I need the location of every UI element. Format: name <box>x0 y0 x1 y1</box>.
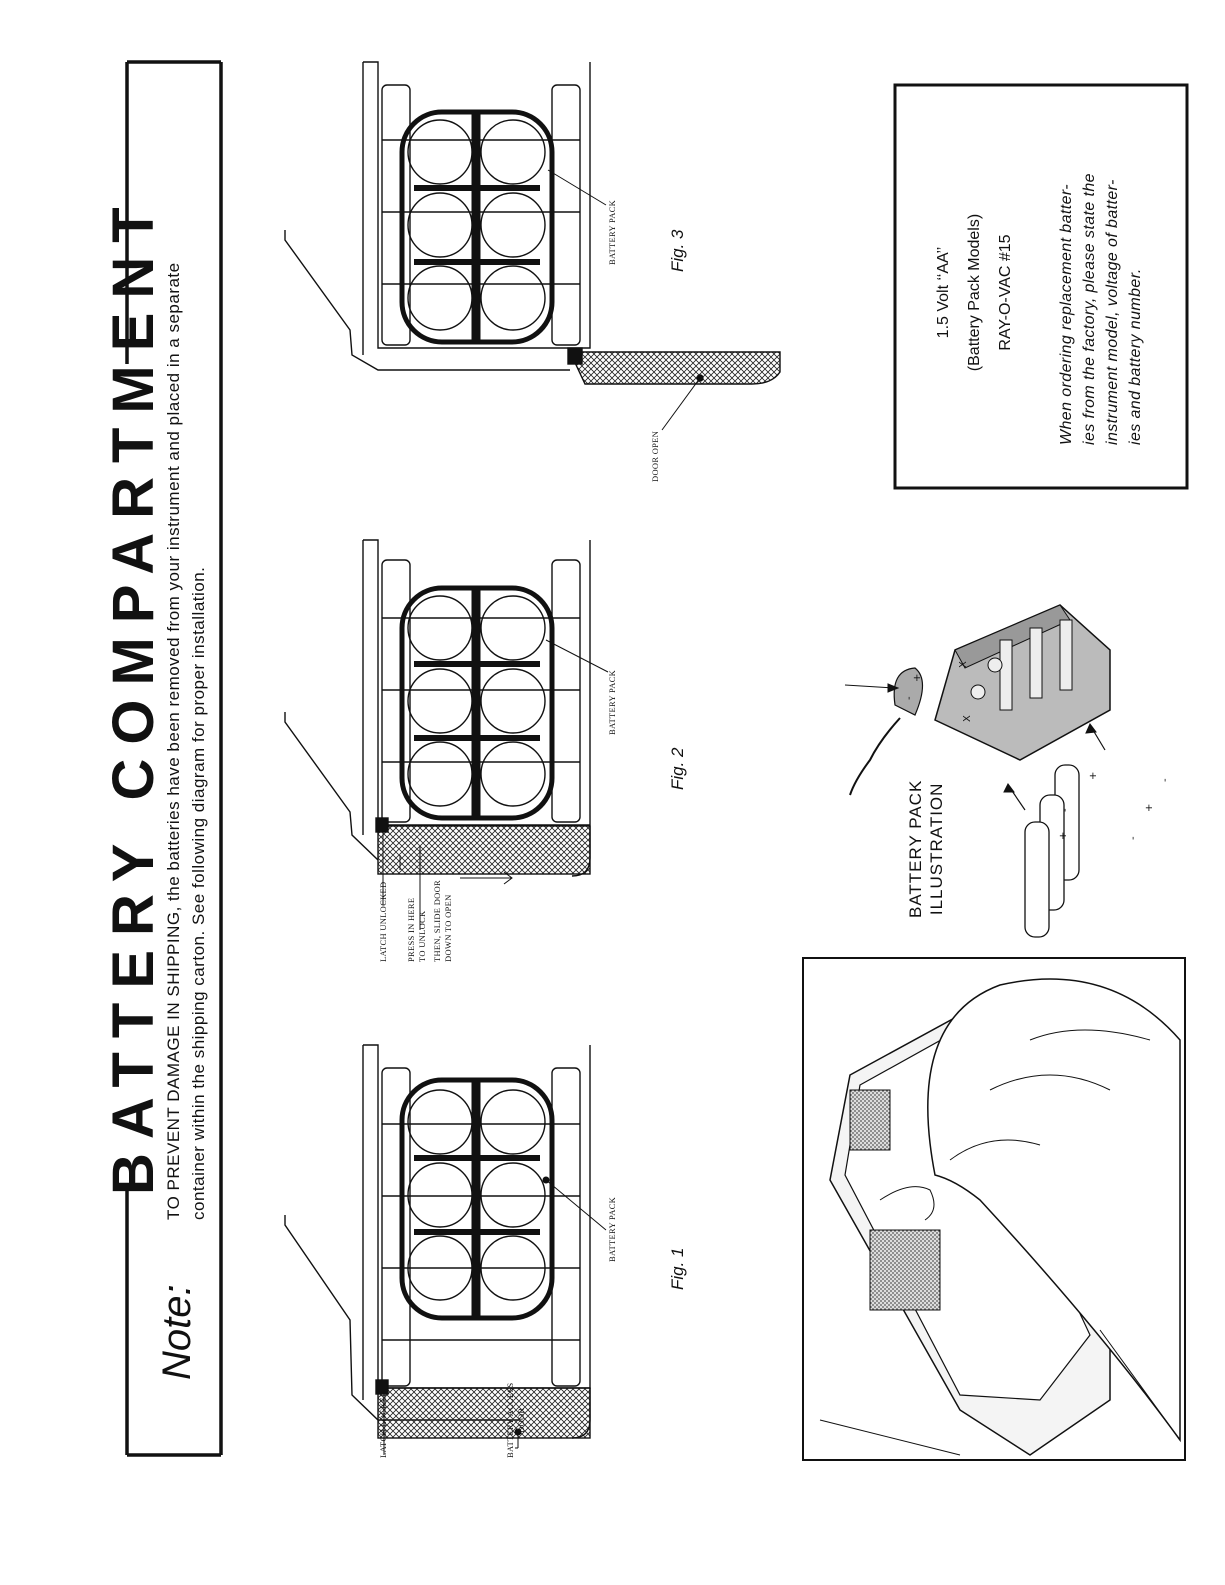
latch-locked-label: LATCH LOCKED <box>378 1390 388 1458</box>
note-line-2: container within the shipping carton. See following diagram for proper installation. <box>189 566 208 1220</box>
door-label-line-1: BATTERY ACCESS <box>505 1382 515 1458</box>
ordering-note-line-2: ies from the factory, please state the <box>1081 173 1098 445</box>
illustration-line-1: BATTERY PACK <box>906 779 925 918</box>
fig2-caption: Fig. 2 <box>668 747 687 790</box>
slide-label-line-1: THEN, SLIDE DOOR <box>432 879 442 962</box>
battery-pack-models: (Battery Pack Models) <box>966 213 983 372</box>
ordering-note-line-1: When ordering replacement batter- <box>1058 183 1075 445</box>
polarity-plus-1: + <box>1088 771 1099 780</box>
hand-photo-illustration <box>803 958 1185 1460</box>
battery-pack-illustration-caption <box>905 780 947 918</box>
page-title: BATTERY COMPARTMENT <box>101 193 166 1195</box>
polarity-plus-2: + <box>1144 803 1155 812</box>
battery-spec <box>928 190 1021 395</box>
pack-x-mark-1: X <box>958 661 969 668</box>
door-label-line-2: DOOR <box>516 1407 526 1433</box>
fig1-caption: Fig. 1 <box>668 1247 687 1290</box>
fig3-battery-pack-label: BATTERY PACK <box>607 199 617 265</box>
fig3-caption: Fig. 3 <box>668 229 687 272</box>
polarity-plus-3: + <box>1058 831 1069 840</box>
illustration-line-2: ILLUSTRATION <box>927 782 946 916</box>
fig3-battery-pack <box>402 112 606 342</box>
polarity-minus-1: - <box>1160 778 1171 782</box>
slide-label-line-2: DOWN TO OPEN <box>443 894 453 962</box>
battery-number: RAY-O-VAC #15 <box>997 234 1014 351</box>
note-line-1: TO PREVENT DAMAGE IN SHIPPING, the batteries have been removed from your instrument and placed in a separate <box>164 262 183 1220</box>
pack-x-mark-2: X <box>962 715 973 722</box>
battery-pack-drawing <box>845 605 1110 937</box>
ordering-note <box>1055 173 1147 445</box>
pack-minus-mark: - <box>904 696 915 700</box>
press-label-line-1: PRESS IN HERE <box>406 897 416 962</box>
ordering-note-line-3: instrument model, voltage of batter- <box>1104 179 1121 445</box>
polarity-minus-2: - <box>1060 808 1071 812</box>
note-label: Note: <box>155 1284 199 1380</box>
fig1-battery-pack-label: BATTERY PACK <box>607 1196 617 1262</box>
press-label-line-2: TO UNLOCK <box>417 910 427 962</box>
latch-unlocked-label: LATCH UNLOCKED <box>378 881 388 962</box>
battery-access-door-label <box>505 1383 527 1458</box>
press-to-unlock-label <box>406 898 428 962</box>
door-open-label: DOOR OPEN <box>650 430 660 482</box>
polarity-minus-3: - <box>1128 836 1139 840</box>
fig2-battery-pack <box>402 588 608 818</box>
ordering-note-line-4: ies and battery number. <box>1127 268 1144 445</box>
slide-door-label <box>432 880 454 962</box>
pack-plus-mark: + <box>912 673 923 682</box>
fig1-diagram <box>285 1045 590 1438</box>
fig2-battery-pack-label: BATTERY PACK <box>607 669 617 735</box>
battery-voltage: 1.5 Volt ‘‘AA’’ <box>935 246 952 339</box>
